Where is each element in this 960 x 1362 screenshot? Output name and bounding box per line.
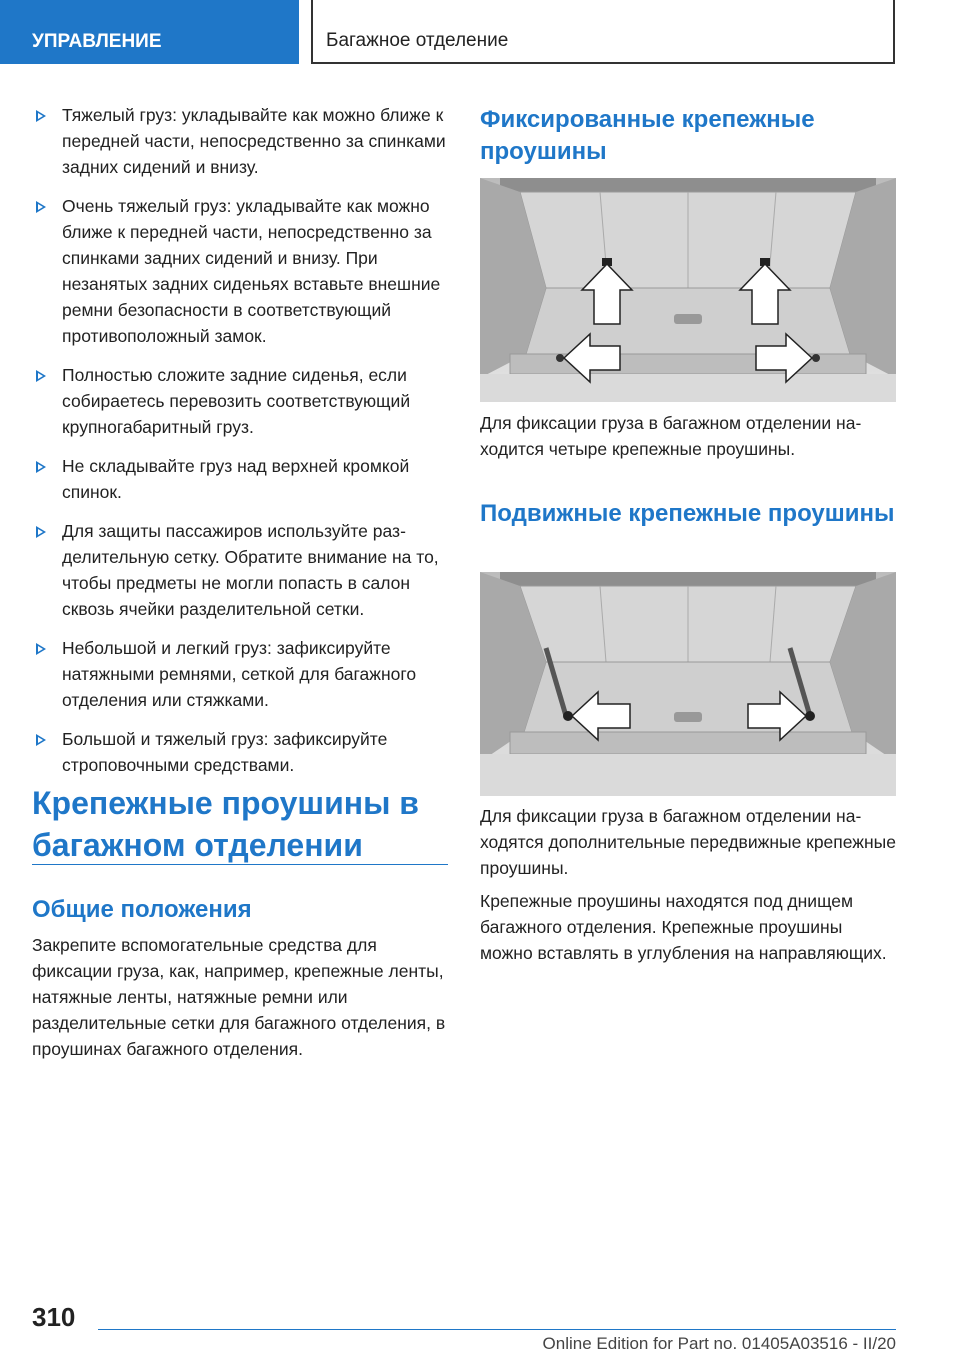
fixed-eyelets-caption: Для фиксации груза в багажном отделении находится четыре крепежные проушины. — [480, 413, 862, 459]
triangle-bullet-icon — [36, 110, 46, 122]
triangle-bullet-icon — [36, 461, 46, 473]
list-item — [32, 518, 448, 622]
triangle-bullet-icon — [36, 734, 46, 746]
footer-edition: Online Edition for Part no. 01405A03516 - II/20 — [542, 1334, 896, 1353]
list-item-text: Не складывайте груз над верхней кромкой спинок. — [62, 456, 410, 502]
movable-eyelets-heading: Подвижные крепежные проушины — [480, 500, 895, 527]
list-item-text: Для защиты пассажиров используйте разделительную сетку. Обратите внимание на то, чтобы предметы не могли попасть в салон сквозь ячейки разделительной сетки. — [62, 521, 439, 619]
movable-eyelets-caption-1: Для фиксации груза в багажном отделении находятся дополнительные передвижные крепежные проушины. — [480, 806, 896, 878]
list-item-text: Большой и тяжелый груз: зафиксируйте строповочными средствами. — [62, 729, 388, 775]
list-item — [32, 102, 448, 180]
list-item-text: Очень тяжелый груз: укладывайте как можно ближе к передней части, непосредственно за спинками задних сидений и внизу. При незанятых задних сиденьях вставьте внешние ремни безопасности в соответствующий противоположный замок. — [62, 196, 441, 346]
list-item — [32, 635, 448, 713]
triangle-bullet-icon — [36, 526, 46, 538]
section-divider — [32, 864, 448, 865]
triangle-bullet-icon — [36, 643, 46, 655]
list-item — [32, 362, 448, 440]
footer-divider — [98, 1329, 896, 1330]
movable-eyelets-photo — [480, 572, 896, 796]
fixed-eyelets-photo — [480, 178, 896, 402]
movable-eyelets-caption-2: Крепежные проушины находятся под днищем багажного отделения. Крепежные проушины можно вставлять в углубления на направляющих. — [480, 891, 887, 963]
general-heading: Общие положения — [32, 896, 252, 923]
list-item — [32, 726, 448, 778]
list-item-text: Тяжелый груз: укладывайте как можно ближе к передней части, непосредственно за спинками задних сидений и внизу. — [62, 105, 446, 177]
list-item-text: Полностью сложите задние сиденья, если собираетесь перевозить соответствующий крупногабаритный груз. — [62, 365, 411, 437]
general-text: Закрепите вспомогательные средства для фиксации груза, как, например, крепежные ленты, натяжные ленты, натяжные ремни или разделительные сетки для багажного отделения, в проушинах багажного отделения. — [32, 935, 446, 1059]
loading-tips-list — [32, 102, 448, 791]
header-chapter-title: Багажное отделение — [326, 30, 509, 51]
list-item-text: Небольшой и легкий груз: зафиксируйте натяжными ремнями, сеткой для багажного отделения или стяжками. — [62, 638, 417, 710]
triangle-bullet-icon — [36, 370, 46, 382]
list-item — [32, 453, 448, 505]
triangle-bullet-icon — [36, 201, 46, 213]
list-item — [32, 193, 448, 349]
page-number: 310 — [32, 1302, 76, 1332]
header-section-label: УПРАВЛЕНИЕ — [0, 0, 299, 64]
fixed-eyelets-heading: Фиксированные крепежные проушины — [480, 106, 815, 165]
section-title: Крепежные проушины в багажном отделении — [32, 785, 419, 863]
